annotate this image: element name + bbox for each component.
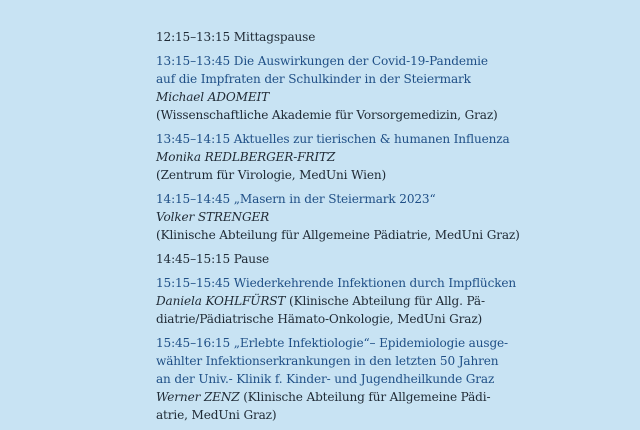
session-affiliation: (Klinische Abteilung für Allgemeine Pädiatrie, MedUni Graz) (156, 228, 520, 242)
session-affiliation-continued: diatrie/Pädiatrische Hämato-Onkologie, MedUni Graz) (156, 312, 483, 326)
coffee-break-text: 14:45–15:15 Pause (156, 252, 270, 266)
session-affiliation: (Klinische Abteilung für Allg. Pä- (285, 294, 485, 308)
session-vaccination-gaps (156, 274, 517, 328)
session-title-line: an der Univ.- Klinik f. Kinder- und Jugendheilkunde Graz (156, 372, 495, 386)
session-influenza (156, 130, 510, 184)
session-infectiology (156, 334, 508, 424)
session-speaker-affiliation-line (156, 388, 496, 406)
coffee-break (156, 250, 496, 268)
session-speaker: Volker STRENGER (156, 210, 270, 224)
session-title-line: wählter Infektionserkrankungen in den letzten 50 Jahren (156, 354, 499, 368)
event-program (156, 28, 520, 430)
session-affiliation: (Klinische Abteilung für Allgemeine Pädi- (239, 390, 491, 404)
session-title-line: 13:15–13:45 Die Auswirkungen der Covid-19-Pandemie (156, 54, 488, 68)
session-speaker: Monika REDLBERGER-FRITZ (156, 150, 336, 164)
session-measles (156, 190, 520, 244)
session-affiliation: (Wissenschaftliche Akademie für Vorsorgemedizin, Graz) (156, 108, 498, 122)
session-title-line: 15:45–16:15 „Erlebte Infektiologie“– Epidemiologie ausge- (156, 336, 508, 350)
session-title-line: 14:15–14:45 „Masern in der Steiermark 2023“ (156, 192, 436, 206)
session-affiliation: (Zentrum für Virologie, MedUni Wien) (156, 168, 387, 182)
session-affiliation-continued: atrie, MedUni Graz) (156, 408, 277, 422)
lunch-break-text: 12:15–13:15 Mittagspause (156, 30, 316, 44)
session-speaker: Werner ZENZ (156, 390, 240, 404)
session-title-line: 13:45–14:15 Aktuelles zur tierischen & humanen Influenza (156, 132, 510, 146)
session-speaker: Michael ADOMEIT (156, 90, 270, 104)
session-title-line: 15:15–15:45 Wiederkehrende Infektionen durch Impflücken (156, 276, 517, 290)
lunch-break (156, 28, 496, 46)
session-speaker-affiliation-line (156, 292, 496, 310)
session-speaker: Daniela KOHLFÜRST (156, 294, 286, 308)
session-title-line: auf die Impfraten der Schulkinder in der Steiermark (156, 72, 471, 86)
session-covid-vaccination (156, 52, 496, 124)
